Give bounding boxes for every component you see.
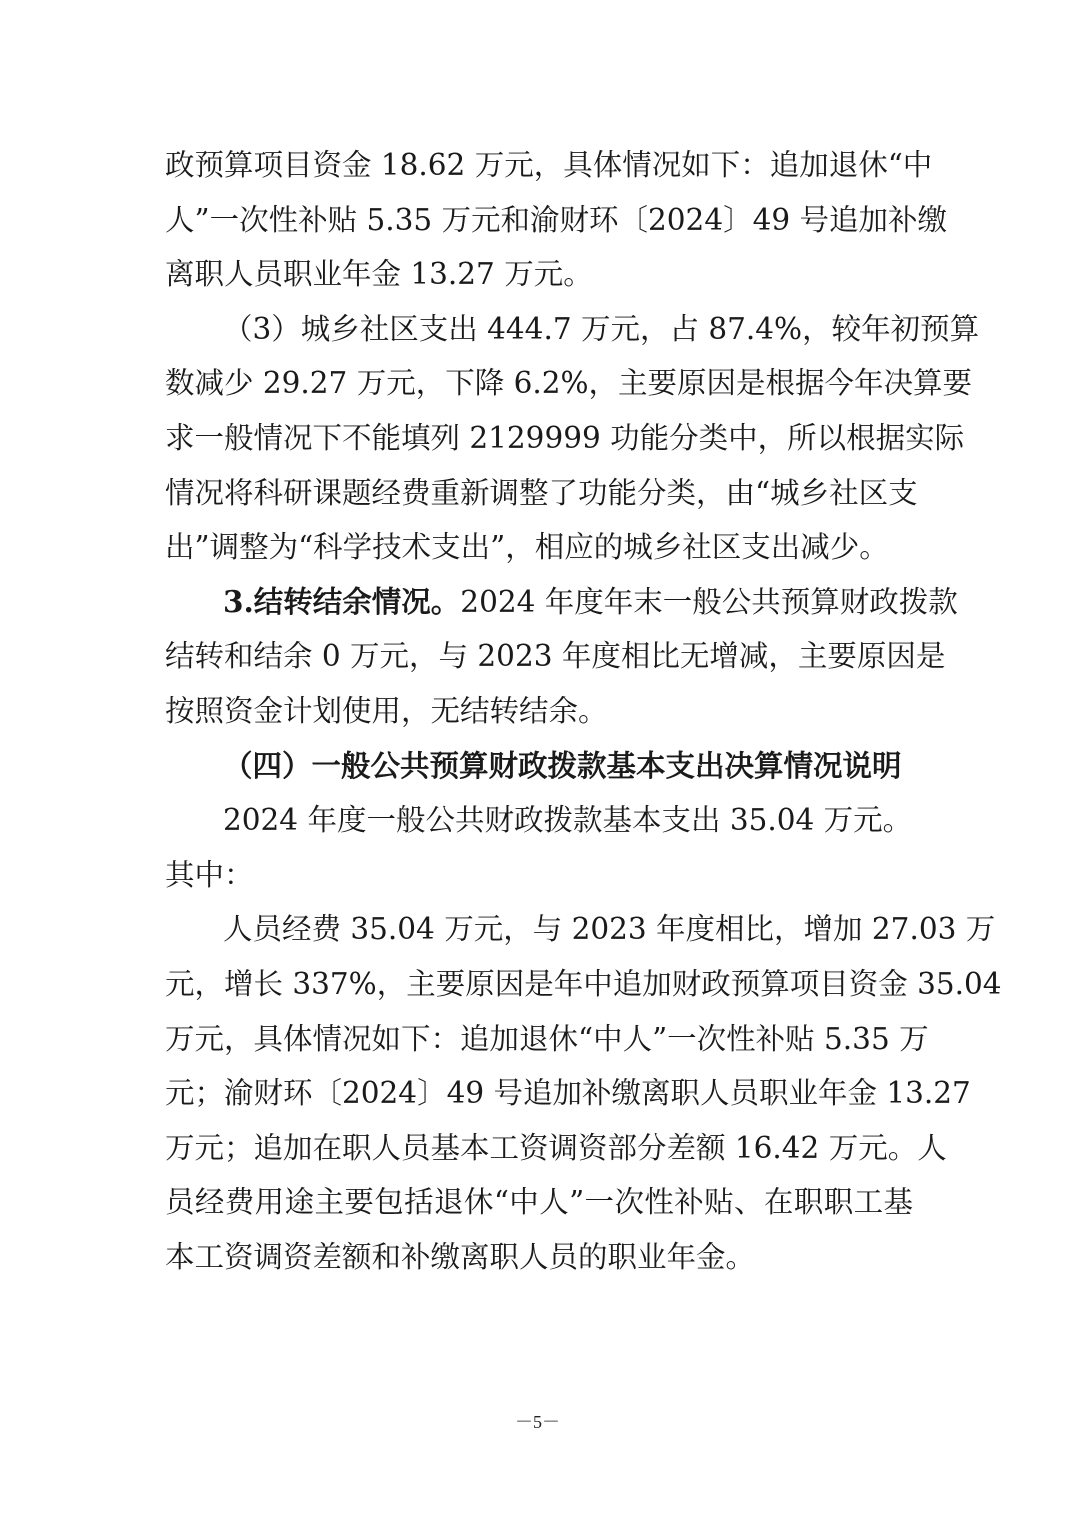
paragraph-line: 万元；追加在职人员基本工资调资部分差额 16.42 万元。人: [165, 1130, 947, 1165]
paragraph-line: 员经费用途主要包括退休“中人”一次性补贴、在职职工基: [165, 1185, 913, 1220]
paragraph-line: 离职人员职业年金 13.27 万元。: [165, 257, 593, 292]
paragraph-line: 人员经费 35.04 万元，与 2023 年度相比，增加 27.03 万: [223, 912, 996, 947]
paragraph-line: 2024 年度一般公共财政拨款基本支出 35.04 万元。: [223, 803, 913, 838]
paragraph-line: 人”一次性补贴 5.35 万元和渝财环〔2024〕49 号追加补缴: [165, 202, 948, 237]
paragraph-line: 求一般情况下不能填列 2129999 功能分类中，所以根据实际: [165, 420, 965, 455]
paragraph-line: 万元，具体情况如下：追加退休“中人”一次性补贴 5.35 万: [165, 1021, 929, 1056]
paragraph-line: [165, 575, 958, 630]
paragraph-line: 元，增长 337%，主要原因是年中追加财政预算项目资金 35.04: [165, 966, 1002, 1001]
paragraph-line: 本工资调资差额和补缴离职人员的职业年金。: [165, 1239, 756, 1274]
paragraph-line: 按照资金计划使用，无结转结余。: [165, 693, 608, 728]
paragraph-line: 结转和结余 0 万元，与 2023 年度相比无增减，主要原因是: [165, 639, 946, 674]
paragraph-line: 情况将科研课题经费重新调整了功能分类，由“城乡社区支: [165, 475, 918, 510]
paragraph-line: 数减少 29.27 万元，下降 6.2%，主要原因是根据今年决算要: [165, 366, 973, 401]
paragraph-line: 政预算项目资金 18.62 万元，具体情况如下：追加退休“中: [165, 148, 933, 182]
section-label: 3.结转结余情况。: [223, 583, 461, 619]
section-heading: （四）一般公共预算财政拨款基本支出决算情况说明: [223, 747, 902, 783]
paragraph-text: 2024 年度年末一般公共预算财政拨款: [460, 584, 958, 619]
page-number: －5－: [515, 1412, 560, 1432]
paragraph-line: 元；渝财环〔2024〕49 号追加补缴离职人员职业年金 13.27: [165, 1076, 971, 1111]
paragraph-line: （3）城乡社区支出 444.7 万元，占 87.4%，较年初预算: [223, 311, 980, 346]
paragraph-line: 其中：: [165, 857, 254, 892]
paragraph-line: 出”调整为“科学技术支出”，相应的城乡社区支出减少。: [165, 530, 889, 565]
document-body: [165, 138, 1002, 1284]
